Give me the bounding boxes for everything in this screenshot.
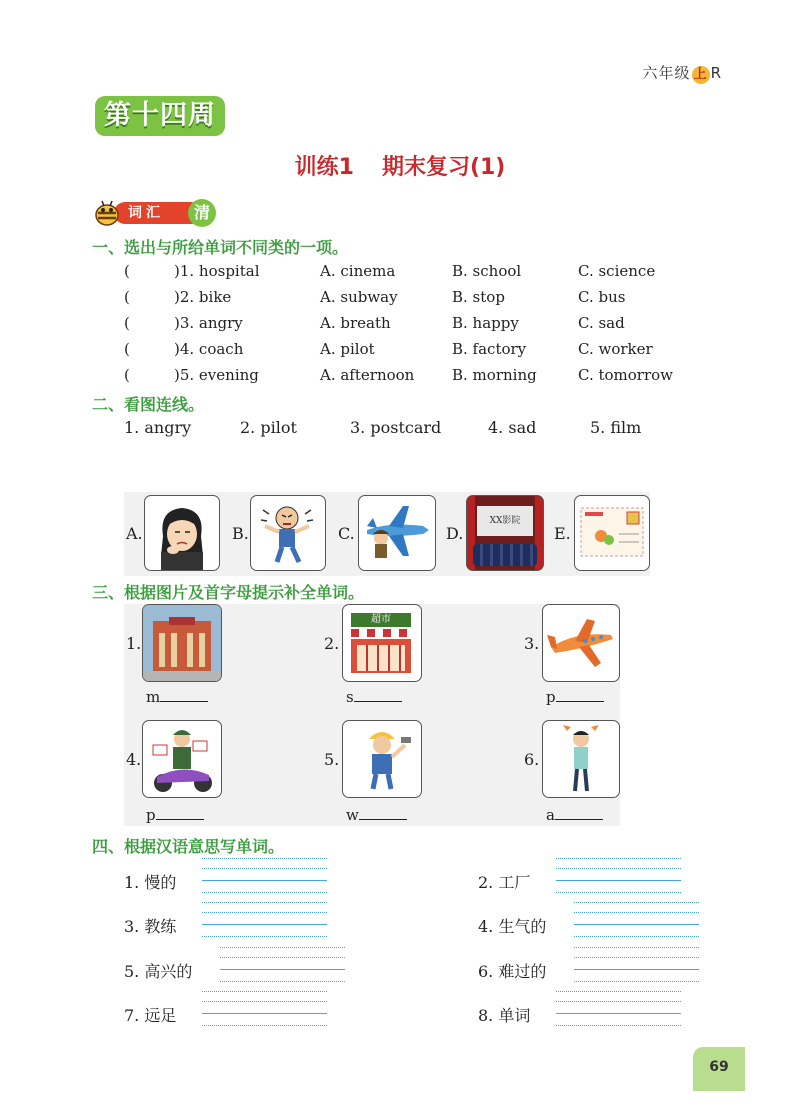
list-item — [124, 288, 704, 314]
option-a: A. cinema — [320, 262, 396, 280]
section4-heading: 四、根据汉语意思写单词。 — [92, 837, 285, 856]
answer-paren: ( — [124, 288, 130, 306]
worker-icon — [342, 720, 422, 798]
supermarket-sign: 超市 — [351, 613, 411, 627]
section2-heading: 二、看图连线。 — [92, 395, 205, 414]
hint-letter: s — [346, 688, 354, 706]
list-item: 5. 高兴的 — [124, 962, 193, 981]
grade-label — [643, 62, 722, 84]
list-item — [124, 314, 704, 340]
museum-building-icon — [142, 604, 222, 682]
item-number: 2. — [324, 634, 340, 653]
hint-letter: w — [346, 806, 359, 824]
option-a: A. pilot — [320, 340, 375, 358]
option-a: A. subway — [320, 288, 398, 306]
match-word: 2. pilot — [240, 418, 297, 437]
angry-person-icon — [542, 720, 620, 798]
option-a: A. breath — [320, 314, 391, 332]
list-item: 1. 慢的 — [124, 873, 177, 892]
answer-paren: ( — [124, 262, 130, 280]
picture-letter: C. — [338, 524, 355, 543]
item-number: 5. — [324, 750, 340, 769]
question-word: )5. evening — [174, 366, 259, 384]
list-item: 3. 教练 — [124, 917, 177, 936]
question-word: )2. bike — [174, 288, 232, 306]
section1-heading: 一、选出与所给单词不同类的一项。 — [92, 238, 349, 257]
list-item: 2. 工厂 — [478, 873, 531, 892]
cinema-screen-icon — [466, 495, 544, 571]
option-c: C. science — [578, 262, 656, 280]
bee-icon — [92, 197, 122, 227]
supermarket-icon — [342, 604, 422, 682]
grade-term-badge: 上 — [693, 67, 708, 82]
match-word: 4. sad — [488, 418, 537, 437]
fill-blank[interactable] — [346, 688, 402, 706]
fill-blank[interactable] — [546, 688, 604, 706]
option-c: C. tomorrow — [578, 366, 674, 384]
list-item: 7. 远足 — [124, 1006, 177, 1025]
answer-paren: ( — [124, 314, 130, 332]
answer-paren: ( — [124, 366, 130, 384]
plane-icon — [542, 604, 620, 682]
writing-lines[interactable] — [202, 991, 327, 1031]
vocab-suffix: 清 — [188, 199, 216, 227]
question-word: )4. coach — [174, 340, 244, 358]
item-number: 1. — [126, 634, 142, 653]
writing-lines[interactable] — [574, 902, 699, 942]
fill-blank[interactable] — [546, 806, 603, 824]
page-number: 69 — [693, 1047, 745, 1091]
option-b: B. morning — [452, 366, 537, 384]
match-word: 1. angry — [124, 418, 192, 437]
sad-girl-icon — [144, 495, 220, 571]
title-training: 训练1 — [294, 155, 354, 180]
fill-blank[interactable] — [346, 806, 407, 824]
list-item — [124, 340, 704, 366]
match-words — [124, 418, 684, 442]
section3-grid — [124, 604, 620, 826]
list-item: 4. 生气的 — [478, 917, 547, 936]
option-c: C. bus — [578, 288, 626, 306]
picture-letter: E. — [554, 524, 571, 543]
item-number: 6. — [524, 750, 540, 769]
picture-letter: D. — [446, 524, 464, 543]
postcard-icon — [574, 495, 650, 571]
option-b: B. stop — [452, 288, 505, 306]
grade-edition: R — [710, 64, 722, 82]
fill-blank[interactable] — [146, 806, 204, 824]
hint-letter: a — [546, 806, 555, 824]
list-item: 6. 难过的 — [478, 962, 547, 981]
option-c: C. worker — [578, 340, 653, 358]
picture-letter: B. — [232, 524, 249, 543]
writing-lines[interactable] — [574, 947, 699, 987]
item-number: 4. — [126, 750, 142, 769]
title-topic: 期末复习(1) — [381, 155, 506, 180]
grade-text: 六年级 — [642, 64, 691, 82]
option-a: A. afternoon — [320, 366, 415, 384]
writing-lines[interactable] — [220, 947, 345, 987]
list-item — [124, 366, 704, 392]
question-word: )3. angry — [174, 314, 243, 332]
list-item: 8. 单词 — [478, 1006, 531, 1025]
hint-letter: p — [546, 688, 556, 706]
question-word: )1. hospital — [174, 262, 260, 280]
item-number: 3. — [524, 634, 540, 653]
writing-lines[interactable] — [202, 858, 327, 898]
answer-paren: ( — [124, 340, 130, 358]
hint-letter: m — [146, 688, 161, 706]
option-c: C. sad — [578, 314, 625, 332]
week-badge: 第十四周 — [95, 96, 225, 136]
cinema-screen-text: XX影院 — [477, 506, 533, 536]
option-b: B. school — [452, 262, 522, 280]
section3-heading: 三、根据图片及首字母提示补全单词。 — [92, 583, 365, 602]
picture-letter: A. — [126, 524, 143, 543]
option-b: B. happy — [452, 314, 519, 332]
fill-blank[interactable] — [146, 688, 208, 706]
match-word: 5. film — [590, 418, 642, 437]
match-word: 3. postcard — [350, 418, 442, 437]
hint-letter: p — [146, 806, 156, 824]
writing-lines[interactable] — [202, 902, 327, 942]
postman-scooter-icon — [142, 720, 222, 798]
writing-lines[interactable] — [556, 858, 681, 898]
list-item — [124, 262, 704, 288]
vocab-label: 词汇 — [114, 202, 202, 224]
match-pictures — [124, 492, 650, 576]
angry-man-icon — [250, 495, 326, 571]
option-b: B. factory — [452, 340, 527, 358]
writing-lines[interactable] — [556, 991, 681, 1031]
page-title — [0, 150, 800, 181]
pilot-airplane-icon — [358, 495, 436, 571]
